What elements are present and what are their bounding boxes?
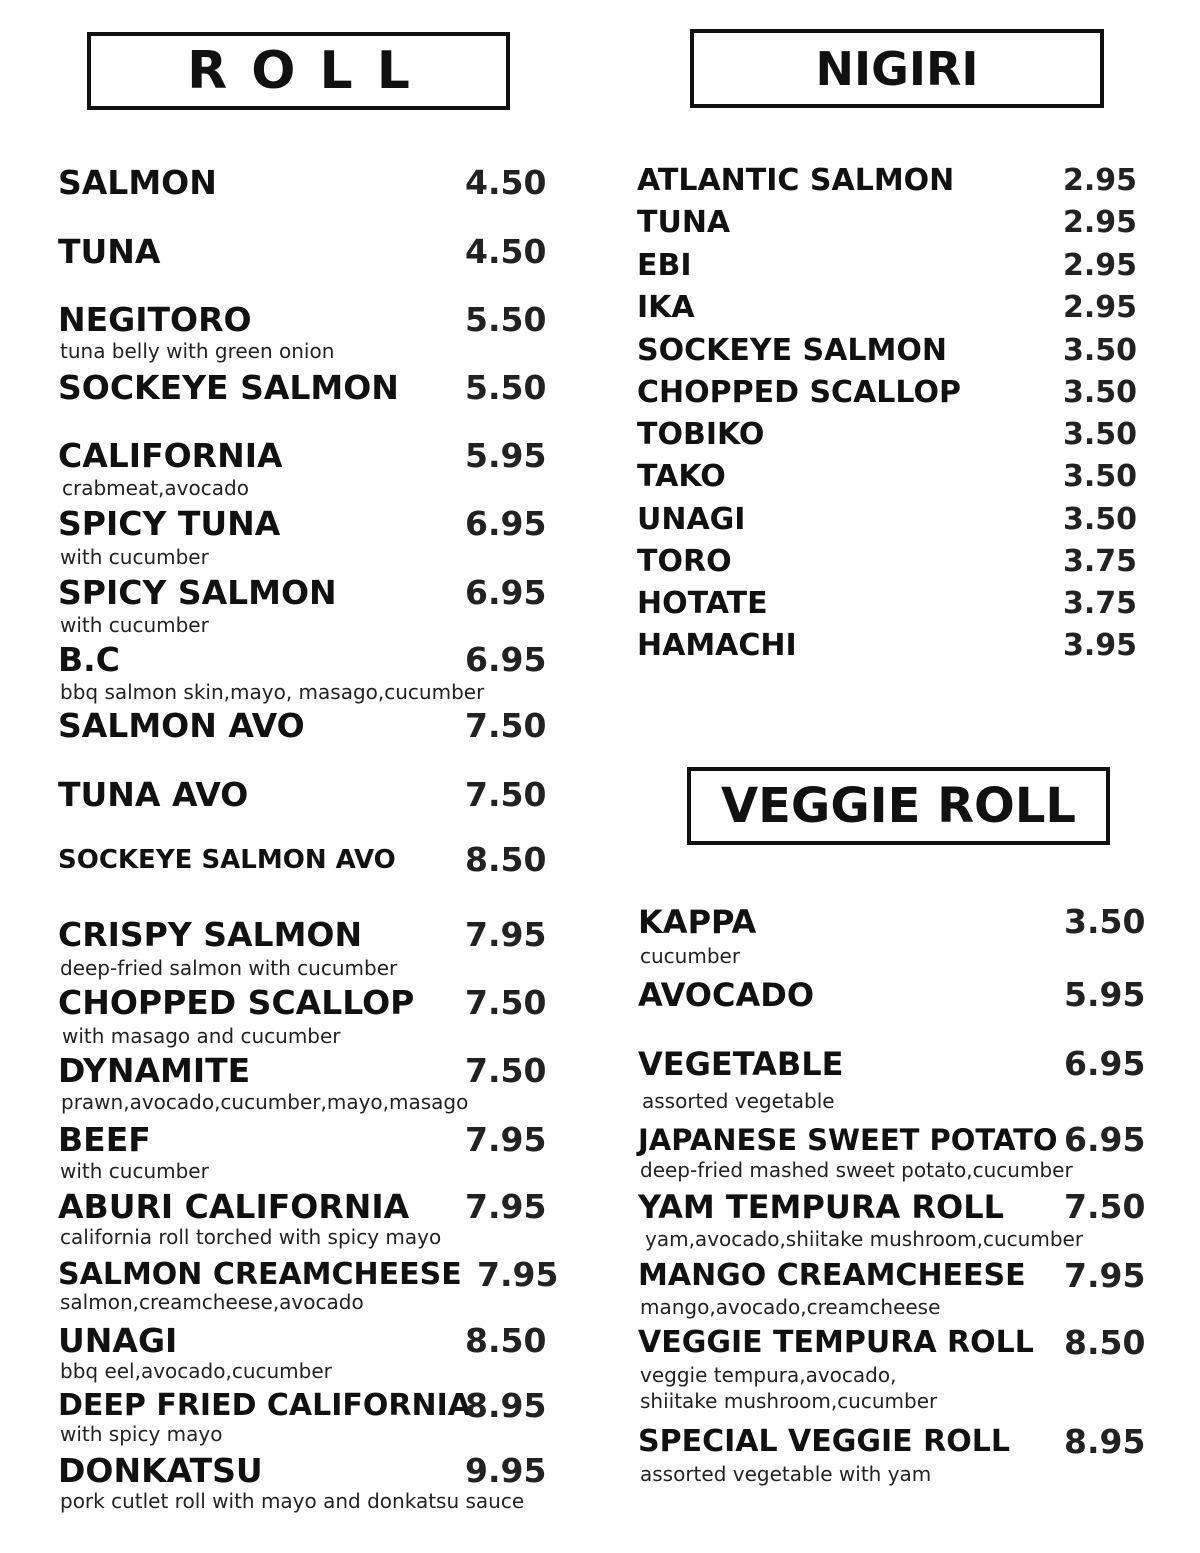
item-description: assorted vegetable (642, 1089, 835, 1113)
roll-title: R O L L (187, 41, 410, 101)
item-description: prawn,avocado,cucumber,mayo,masago (61, 1090, 469, 1114)
item-description: bbq salmon skin,mayo, masago,cucumber (60, 680, 485, 704)
item-price: 6.95 (465, 504, 547, 543)
item-description-line-2: shiitake mushroom,cucumber (640, 1389, 938, 1413)
item-description: with cucumber (60, 1159, 209, 1183)
item-description: deep-fried salmon with cucumber (60, 956, 398, 980)
item-description: with spicy mayo (60, 1422, 223, 1446)
item-price: 5.50 (465, 300, 547, 339)
item-price: 3.50 (1063, 417, 1138, 452)
item-name: TOBIKO (637, 417, 765, 452)
item-description: with cucumber (60, 545, 209, 569)
item-name: JAPANESE SWEET POTATO (638, 1123, 1058, 1157)
item-description: yam,avocado,shiitake mushroom,cucumber (645, 1227, 1084, 1251)
item-name: AVOCADO (638, 976, 815, 1014)
veggie-roll-title: VEGGIE ROLL (720, 778, 1077, 834)
item-name: CHOPPED SCALLOP (637, 375, 961, 410)
item-price: 8.95 (1064, 1422, 1146, 1461)
item-name: MANGO CREAMCHEESE (638, 1258, 1026, 1293)
item-description: crabmeat,avocado (62, 476, 249, 500)
item-price: 3.75 (1063, 586, 1138, 621)
item-name: SALMON CREAMCHEESE (58, 1257, 462, 1292)
item-name: EBI (637, 248, 692, 283)
nigiri-header (690, 29, 1104, 108)
item-description: bbq eel,avocado,cucumber (60, 1359, 332, 1383)
item-name: HOTATE (637, 586, 768, 621)
item-price: 3.50 (1063, 375, 1138, 410)
item-price: 9.95 (465, 1451, 547, 1490)
item-name: UNAGI (637, 502, 746, 537)
item-price: 7.50 (465, 983, 547, 1022)
item-name: SALMON AVO (58, 706, 305, 745)
item-name: DYNAMITE (58, 1051, 251, 1090)
item-name: UNAGI (58, 1321, 178, 1360)
item-name: VEGGIE TEMPURA ROLL (638, 1325, 1034, 1360)
item-name: SOCKEYE SALMON (58, 368, 399, 407)
item-price: 8.95 (465, 1386, 547, 1425)
nigiri-title: NIGIRI (815, 41, 979, 96)
item-name: SOCKEYE SALMON AVO (58, 845, 396, 875)
item-name: TUNA AVO (58, 775, 249, 814)
item-name: SPICY SALMON (58, 573, 337, 612)
item-price: 4.50 (465, 232, 547, 271)
item-name: SPECIAL VEGGIE ROLL (638, 1424, 1010, 1459)
item-name: ATLANTIC SALMON (637, 163, 955, 198)
item-description: tuna belly with green onion (60, 339, 335, 363)
item-description: with cucumber (60, 613, 209, 637)
item-description: mango,avocado,creamcheese (640, 1295, 941, 1319)
item-price: 7.50 (465, 706, 547, 745)
item-price: 8.50 (465, 1321, 547, 1360)
item-price: 5.95 (465, 436, 547, 475)
item-name: DEEP FRIED CALIFORNIA (58, 1388, 472, 1423)
roll-header (87, 32, 510, 110)
item-name: TUNA (637, 205, 731, 240)
item-price: 3.95 (1063, 628, 1138, 663)
item-price: 3.50 (1063, 502, 1138, 537)
item-name: TUNA (58, 232, 161, 271)
item-name: HAMACHI (637, 628, 797, 663)
item-price: 2.95 (1063, 205, 1138, 240)
item-price: 3.50 (1063, 459, 1138, 494)
item-price: 2.95 (1063, 248, 1138, 283)
item-description: cucumber (640, 944, 741, 968)
item-name: SOCKEYE SALMON (637, 333, 947, 368)
item-price: 7.95 (465, 1187, 547, 1226)
item-name: TAKO (637, 459, 726, 494)
item-name: DONKATSU (58, 1451, 263, 1490)
item-description: assorted vegetable with yam (640, 1462, 932, 1486)
item-price: 7.95 (465, 915, 547, 954)
item-price: 7.95 (465, 1120, 547, 1159)
item-name: CALIFORNIA (58, 436, 283, 475)
item-price: 2.95 (1063, 163, 1138, 198)
item-price: 7.50 (1064, 1187, 1146, 1226)
item-price: 7.50 (465, 775, 547, 814)
item-price: 2.95 (1063, 290, 1138, 325)
item-price: 7.95 (1064, 1256, 1146, 1295)
item-description: with masago and cucumber (62, 1024, 341, 1048)
item-description: california roll torched with spicy mayo (60, 1225, 442, 1249)
veggie-roll-header (687, 767, 1110, 845)
item-name: CRISPY SALMON (58, 915, 363, 954)
item-description: veggie tempura,avocado, (640, 1363, 897, 1387)
item-price: 3.50 (1063, 333, 1138, 368)
item-price: 4.50 (465, 163, 547, 202)
item-name: NEGITORO (58, 300, 252, 339)
item-price: 6.95 (1064, 1044, 1146, 1083)
item-name: SALMON (58, 163, 217, 202)
item-price: 8.50 (1064, 1323, 1146, 1362)
item-name: VEGETABLE (638, 1045, 844, 1083)
item-name: TORO (637, 544, 732, 579)
item-name: YAM TEMPURA ROLL (638, 1188, 1004, 1226)
item-name: KAPPA (638, 903, 757, 941)
item-name: IKA (637, 290, 695, 325)
item-price: 6.95 (465, 573, 547, 612)
item-name: ABURI CALIFORNIA (58, 1187, 410, 1226)
item-price: 3.50 (1064, 902, 1146, 941)
item-price: 5.95 (1064, 975, 1146, 1014)
item-name: SPICY TUNA (58, 504, 281, 543)
item-price: 3.75 (1063, 544, 1138, 579)
item-name: B.C (58, 640, 120, 679)
item-price: 6.95 (465, 640, 547, 679)
item-name: CHOPPED SCALLOP (58, 983, 415, 1022)
item-name: BEEF (58, 1120, 151, 1159)
item-price: 7.95 (477, 1255, 559, 1294)
item-price: 7.50 (465, 1051, 547, 1090)
item-description: salmon,creamcheese,avocado (60, 1290, 364, 1314)
item-description: pork cutlet roll with mayo and donkatsu sauce (60, 1489, 525, 1513)
item-price: 8.50 (465, 840, 547, 879)
item-price: 5.50 (465, 368, 547, 407)
item-description: deep-fried mashed sweet potato,cucumber (640, 1158, 1073, 1182)
item-price: 6.95 (1064, 1120, 1146, 1159)
